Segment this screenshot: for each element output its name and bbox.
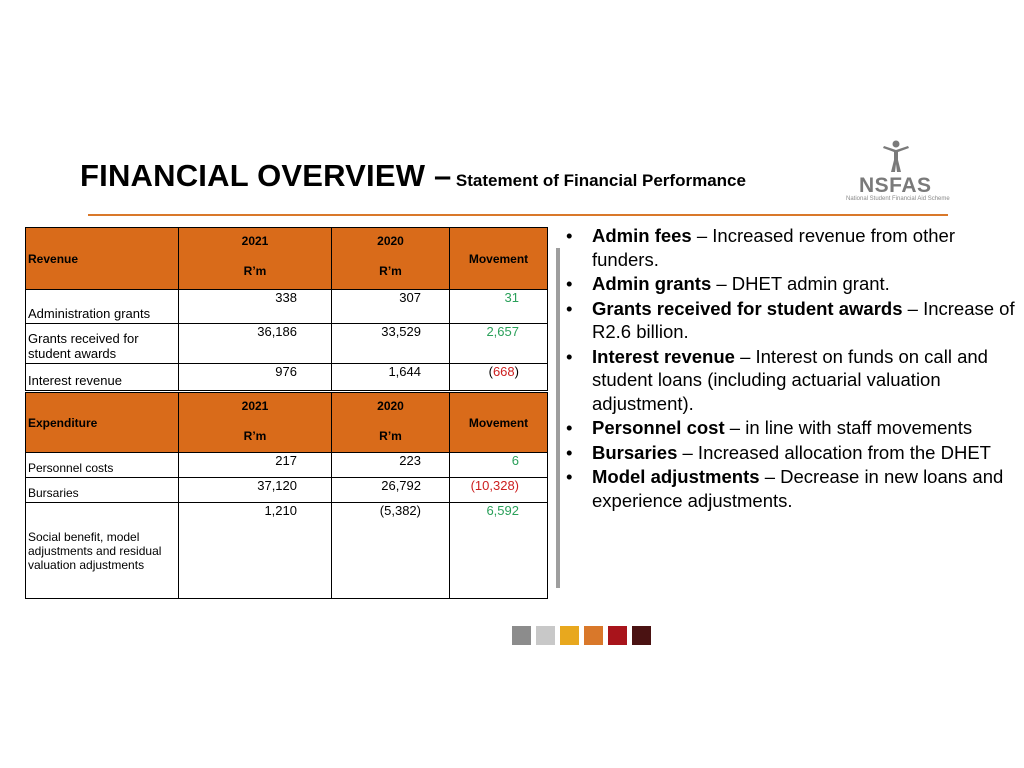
expenditure-table (25, 392, 548, 599)
list-item: • Personnel cost – in line with staff movements (566, 417, 973, 438)
row-label: Personnel costs (26, 453, 179, 478)
value-movement: 6,592 (450, 503, 548, 599)
value-2020: (5,382) (332, 503, 450, 599)
expenditure-header-2021: 2021 R’m (179, 393, 332, 453)
color-swatches (512, 626, 651, 645)
value-movement: 31 (450, 290, 548, 324)
table-row (26, 503, 548, 599)
revenue-header-2020: 2020 R’m (332, 228, 450, 290)
value-2021: 976 (179, 364, 332, 391)
value-movement: (10,328) (450, 478, 548, 503)
list-item: • Model adjustments – Decrease in new loans and experience adjustments. (566, 466, 1004, 511)
value-2021: 37,120 (179, 478, 332, 503)
revenue-table (25, 227, 548, 391)
expenditure-header-label: Expenditure (26, 393, 179, 453)
value-2020: 33,529 (332, 324, 450, 364)
swatch (560, 626, 579, 645)
table-row (26, 453, 548, 478)
list-item: • Admin fees – Increased revenue from other funders. (566, 225, 955, 270)
list-item: • Grants received for student awards – Increase of R2.6 billion. (566, 297, 1015, 342)
swatch (632, 626, 651, 645)
list-item: • Interest revenue – Interest on funds on call and student loans (including actuarial valuation adjustment). (566, 345, 988, 414)
title-underline (88, 214, 948, 216)
expenditure-header-2020: 2020 R’m (332, 393, 450, 453)
nsfas-logo (843, 140, 953, 208)
vertical-divider (556, 248, 560, 588)
value-2021: 36,186 (179, 324, 332, 364)
row-label: Bursaries (26, 478, 179, 503)
swatch (512, 626, 531, 645)
swatch (536, 626, 555, 645)
revenue-header-2021: 2021 R’m (179, 228, 332, 290)
value-2020: 1,644 (332, 364, 450, 391)
row-label: Administration grants (26, 290, 179, 324)
row-label: Interest revenue (26, 364, 179, 391)
swatch (608, 626, 627, 645)
expenditure-header-movement: Movement (450, 393, 548, 453)
value-movement: 2,657 (450, 324, 548, 364)
revenue-header-row (26, 228, 548, 290)
value-2020: 307 (332, 290, 450, 324)
person-icon (881, 140, 911, 174)
expenditure-header-row (26, 393, 548, 453)
title-main: FINANCIAL OVERVIEW – (80, 158, 452, 193)
logo-wordmark: NSFAS (859, 174, 932, 197)
value-movement: (668) (450, 364, 548, 391)
logo-tagline: National Student Financial Aid Scheme (846, 196, 950, 202)
revenue-header-movement: Movement (450, 228, 548, 290)
title-sub: Statement of Financial Performance (455, 171, 746, 190)
slide-title (80, 158, 746, 194)
value-2020: 26,792 (332, 478, 450, 503)
table-row (26, 364, 548, 391)
swatch (584, 626, 603, 645)
value-2021: 338 (179, 290, 332, 324)
list-item: • Admin grants – DHET admin grant. (566, 273, 890, 294)
revenue-header-label: Revenue (26, 228, 179, 290)
commentary-list (566, 224, 1016, 513)
table-row (26, 478, 548, 503)
value-2021: 1,210 (179, 503, 332, 599)
value-2020: 223 (332, 453, 450, 478)
list-item: • Bursaries – Increased allocation from the DHET (566, 441, 991, 463)
row-label: Grants received for student awards (26, 324, 179, 364)
value-movement: 6 (450, 453, 548, 478)
value-2021: 217 (179, 453, 332, 478)
row-label: Social benefit, model adjustments and residual valuation adjustments (26, 503, 179, 599)
table-row (26, 290, 548, 324)
table-row (26, 324, 548, 364)
